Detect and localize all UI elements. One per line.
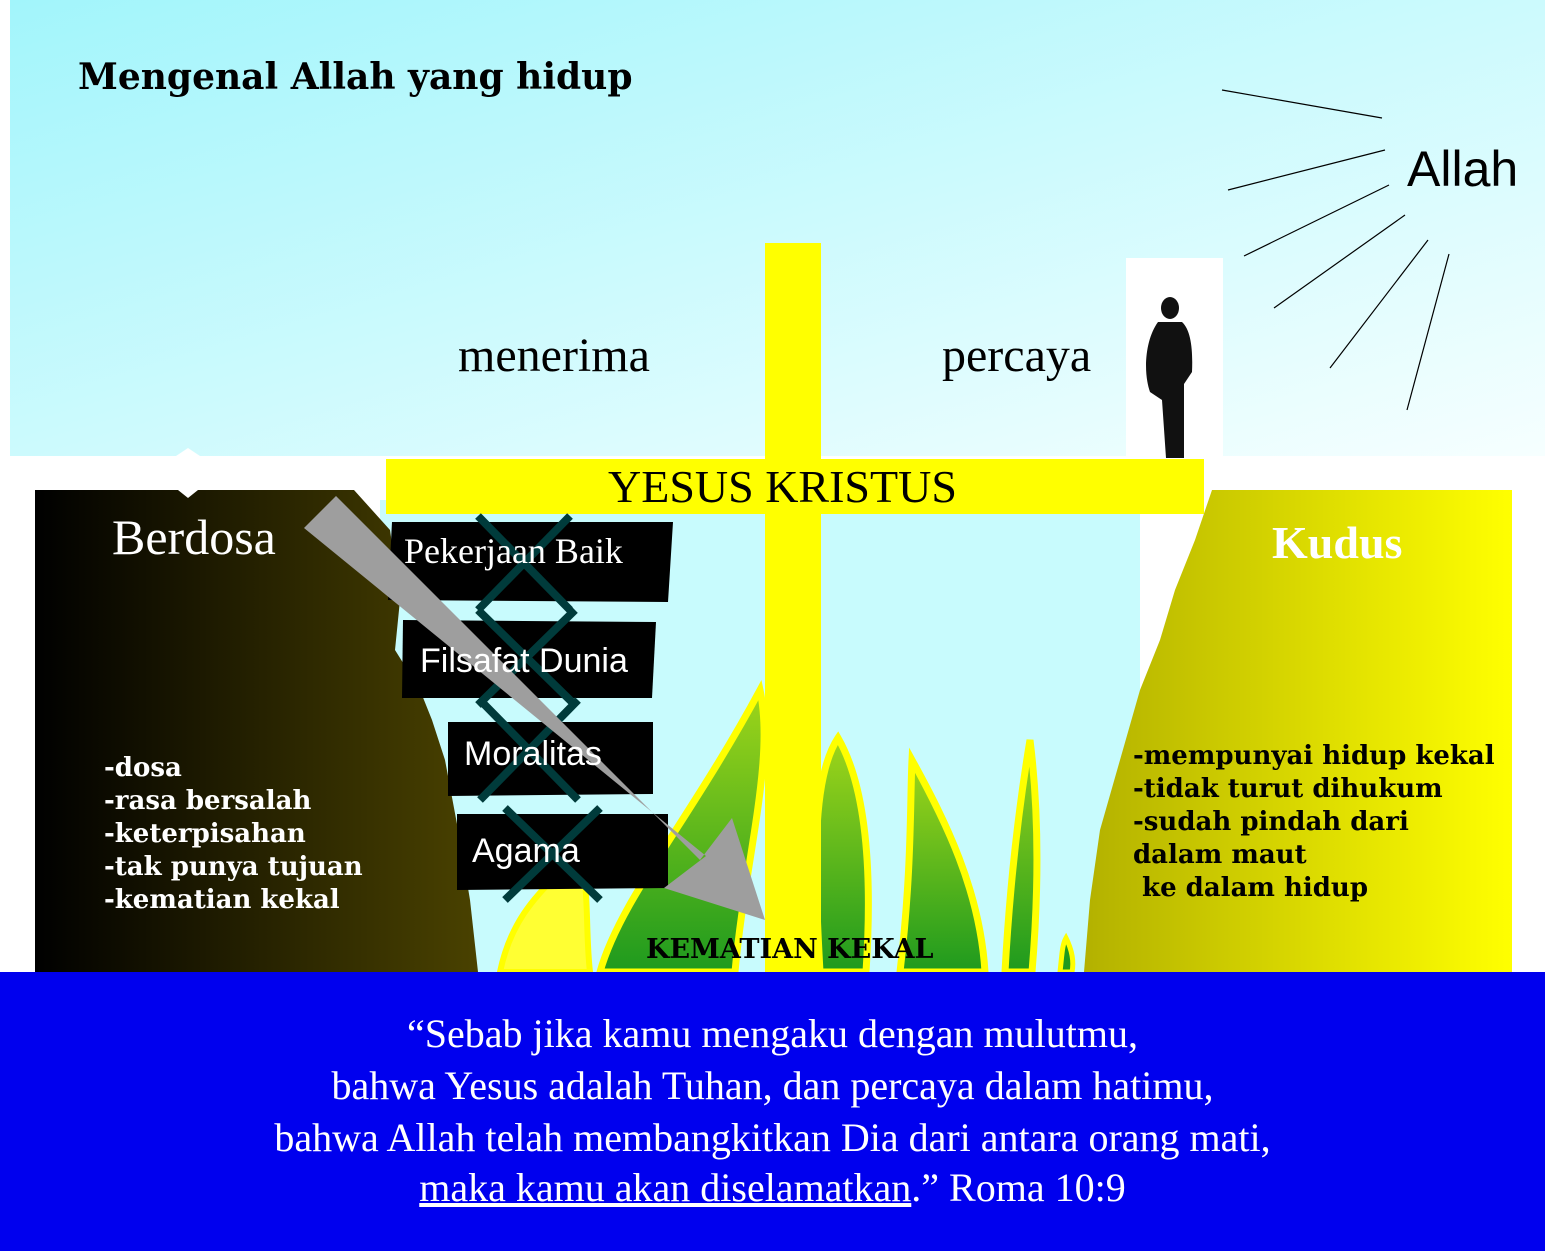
- verse-line-1: “Sebab jika kamu mengaku dengan mulutmu,: [407, 1011, 1138, 1056]
- bridge-label-religion: Agama: [472, 832, 580, 870]
- bridge-label-good-works: Pekerjaan Baik: [404, 531, 623, 571]
- holy-label: Kudus: [1272, 517, 1403, 568]
- receive-label: menerima: [458, 329, 650, 382]
- list-item: -dosa: [104, 753, 182, 783]
- cross-vertical-beam: [765, 243, 821, 972]
- list-item: dalam maut: [1133, 840, 1307, 870]
- chasm-label: KEMATIAN KEKAL: [646, 934, 934, 965]
- page-title: Mengenal Allah yang hidup: [78, 56, 633, 98]
- bridge-label-philosophy: Filsafat Dunia: [420, 642, 628, 680]
- sinner-traits-list: [104, 752, 363, 917]
- list-item: -tidak turut dihukum: [1133, 774, 1443, 804]
- verse-line-2: bahwa Yesus adalah Tuhan, dan percaya dalam hatimu,: [331, 1063, 1214, 1108]
- verse-banner: [0, 972, 1545, 1251]
- bridge-label-morality: Moralitas: [464, 735, 602, 773]
- sinner-label: Berdosa: [112, 509, 276, 565]
- verse-line-3: bahwa Allah telah membangkitkan Dia dari antara orang mati,: [274, 1115, 1271, 1160]
- list-item: -rasa bersalah: [104, 786, 312, 816]
- verse-reference: .” Roma 10:9: [911, 1165, 1126, 1210]
- verse-line-4: [0, 1164, 1545, 1211]
- list-item: -kematian kekal: [104, 885, 340, 915]
- cross-label: YESUS KRISTUS: [608, 461, 957, 512]
- holy-traits-list: [1133, 740, 1495, 905]
- believe-label: percaya: [942, 329, 1092, 382]
- list-item: ke dalam hidup: [1133, 873, 1369, 903]
- list-item: -mempunyai hidup kekal: [1133, 741, 1495, 771]
- list-item: -tak punya tujuan: [104, 852, 363, 882]
- god-label: Allah: [1407, 141, 1519, 197]
- list-item: -keterpisahan: [104, 819, 306, 849]
- verse-underlined-phrase: maka kamu akan diselamatkan: [419, 1165, 912, 1210]
- list-item: -sudah pindah dari: [1133, 807, 1409, 837]
